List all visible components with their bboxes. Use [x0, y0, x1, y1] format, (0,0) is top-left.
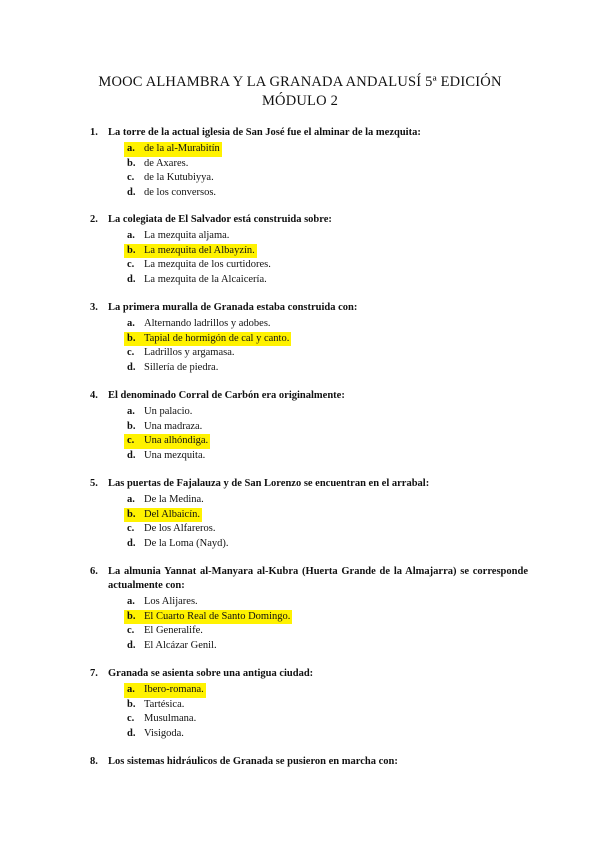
option-text: Ibero-romana.: [144, 683, 206, 698]
option-letter: a.: [127, 406, 135, 417]
option-c: [0, 434, 600, 449]
option-text: Una madraza.: [144, 420, 203, 432]
option-text: De la Loma (Nayd).: [144, 537, 229, 549]
question-4: [0, 389, 600, 463]
option-letter: b.: [127, 420, 136, 432]
option-d: [0, 727, 600, 742]
option-letter: b.: [124, 244, 144, 259]
option-letter: d.: [127, 186, 136, 198]
question-text: 2. La colegiata de El Salvador está construida sobre:: [90, 214, 332, 225]
option-text: Una alhóndiga.: [144, 434, 210, 449]
option-d: [0, 449, 600, 464]
option-text: La mezquita de los curtidores.: [144, 259, 271, 271]
option-letter: a.: [124, 142, 144, 157]
option-text: Un palacio.: [144, 406, 193, 417]
option-b: [0, 420, 600, 435]
question-8: [0, 755, 600, 769]
options-list: [0, 493, 600, 551]
question-number: 7.: [90, 668, 98, 679]
option-letter: b.: [124, 610, 144, 625]
option-letter: b.: [124, 332, 144, 347]
option-text: Una mezquita.: [144, 449, 206, 461]
option-text: Alternando ladrillos y adobes.: [144, 318, 271, 329]
option-letter: d.: [127, 273, 136, 285]
option-letter: c.: [127, 523, 135, 535]
option-text: Del Albaicín.: [144, 508, 202, 523]
question-text: 3. La primera muralla de Granada estaba construida con:: [90, 302, 358, 313]
option-text: de la al-Murabitín: [144, 142, 222, 157]
option-a: [0, 683, 600, 698]
option-a: [0, 229, 600, 244]
option-text: de Axares.: [144, 157, 189, 169]
option-text: de la Kutubiyya.: [144, 172, 214, 184]
option-letter: c.: [127, 625, 135, 637]
option-text: El Alcázar Genil.: [144, 639, 217, 651]
option-a: [0, 405, 600, 420]
option-c: [0, 624, 600, 639]
option-text: Sillería de piedra.: [144, 361, 219, 373]
question-7: [0, 667, 600, 741]
option-text: Musulmana.: [144, 713, 197, 725]
option-letter: c.: [127, 713, 135, 725]
option-letter: c.: [127, 347, 135, 359]
question-number: 8.: [90, 756, 98, 767]
options-list: [0, 142, 600, 200]
option-text: La mezquita del Albayzín.: [144, 244, 257, 259]
option-letter: a.: [124, 683, 144, 698]
question-text: 6. La almunia Yannat al-Manyara al-Kubra (Huerta Grande de la Almajarra) se corresponde actualmente con:: [90, 566, 528, 591]
option-b: [0, 244, 600, 259]
option-b: [0, 698, 600, 713]
option-letter: c.: [127, 259, 135, 271]
question-number: 4.: [90, 390, 98, 401]
option-a: [0, 142, 600, 157]
document-title: MOOC ALHAMBRA Y LA GRANADA ANDALUSÍ 5ª EDICIÓN: [98, 74, 502, 90]
option-letter: c.: [127, 172, 135, 184]
option-text: Tapial de hormigón de cal y canto.: [144, 332, 291, 347]
question-text: 5. Las puertas de Fajalauza y de San Lorenzo se encuentran en el arrabal:: [90, 478, 430, 489]
options-list: [0, 229, 600, 287]
question-text: 4. El denominado Corral de Carbón era originalmente:: [90, 390, 345, 401]
option-letter: d.: [127, 361, 136, 373]
option-text: Tartésica.: [144, 698, 185, 710]
option-text: Ladrillos y argamasa.: [144, 347, 235, 359]
option-text: La mezquita aljama.: [144, 230, 230, 241]
option-c: [0, 712, 600, 727]
option-a: [0, 317, 600, 332]
option-letter: b.: [127, 157, 136, 169]
option-c: [0, 258, 600, 273]
option-letter: a.: [127, 230, 135, 241]
options-list: [0, 683, 600, 741]
option-letter: a.: [127, 494, 135, 505]
option-letter: c.: [124, 434, 144, 449]
option-b: [0, 332, 600, 347]
option-c: [0, 522, 600, 537]
option-text: de los conversos.: [144, 186, 217, 198]
question-5: [0, 477, 600, 551]
option-b: [0, 157, 600, 172]
option-d: [0, 639, 600, 654]
question-number: 3.: [90, 302, 98, 313]
question-text: 8. Los sistemas hidráulicos de Granada se pusieron en marcha con:: [90, 756, 398, 767]
option-d: [0, 273, 600, 288]
option-b: [0, 610, 600, 625]
question-number: 6.: [90, 566, 98, 577]
option-text: De los Alfareros.: [144, 523, 216, 535]
option-d: [0, 361, 600, 376]
option-letter: d.: [127, 537, 136, 549]
option-letter: d.: [127, 449, 136, 461]
option-text: El Cuarto Real de Santo Domingo.: [144, 610, 292, 625]
question-3: [0, 301, 600, 375]
question-number: 2.: [90, 214, 98, 225]
option-letter: a.: [127, 596, 135, 607]
question-number: 5.: [90, 478, 98, 489]
question-text: 1. La torre de la actual iglesia de San José fue el alminar de la mezquita:: [90, 127, 421, 138]
option-a: [0, 493, 600, 508]
question-1: [0, 126, 600, 200]
options-list: [0, 405, 600, 463]
options-list: [0, 317, 600, 375]
options-list: [0, 595, 600, 653]
option-text: El Generalife.: [144, 625, 203, 637]
option-a: [0, 595, 600, 610]
option-letter: a.: [127, 318, 135, 329]
question-2: [0, 213, 600, 287]
option-letter: d.: [127, 727, 136, 739]
question-text: 7. Granada se asienta sobre una antigua ciudad:: [90, 668, 314, 679]
question-number: 1.: [90, 127, 98, 138]
option-c: [0, 171, 600, 186]
option-text: Visigoda.: [144, 727, 184, 739]
option-c: [0, 346, 600, 361]
option-b: [0, 508, 600, 523]
question-6: [0, 565, 600, 653]
option-d: [0, 186, 600, 201]
option-d: [0, 537, 600, 552]
document-subtitle: MÓDULO 2: [261, 93, 339, 109]
option-text: De la Medina.: [144, 494, 204, 505]
option-letter: b.: [124, 508, 144, 523]
option-letter: b.: [127, 698, 136, 710]
option-text: La mezquita de la Alcaicería.: [144, 273, 267, 285]
option-text: Los Alijares.: [144, 596, 198, 607]
option-letter: d.: [127, 639, 136, 651]
